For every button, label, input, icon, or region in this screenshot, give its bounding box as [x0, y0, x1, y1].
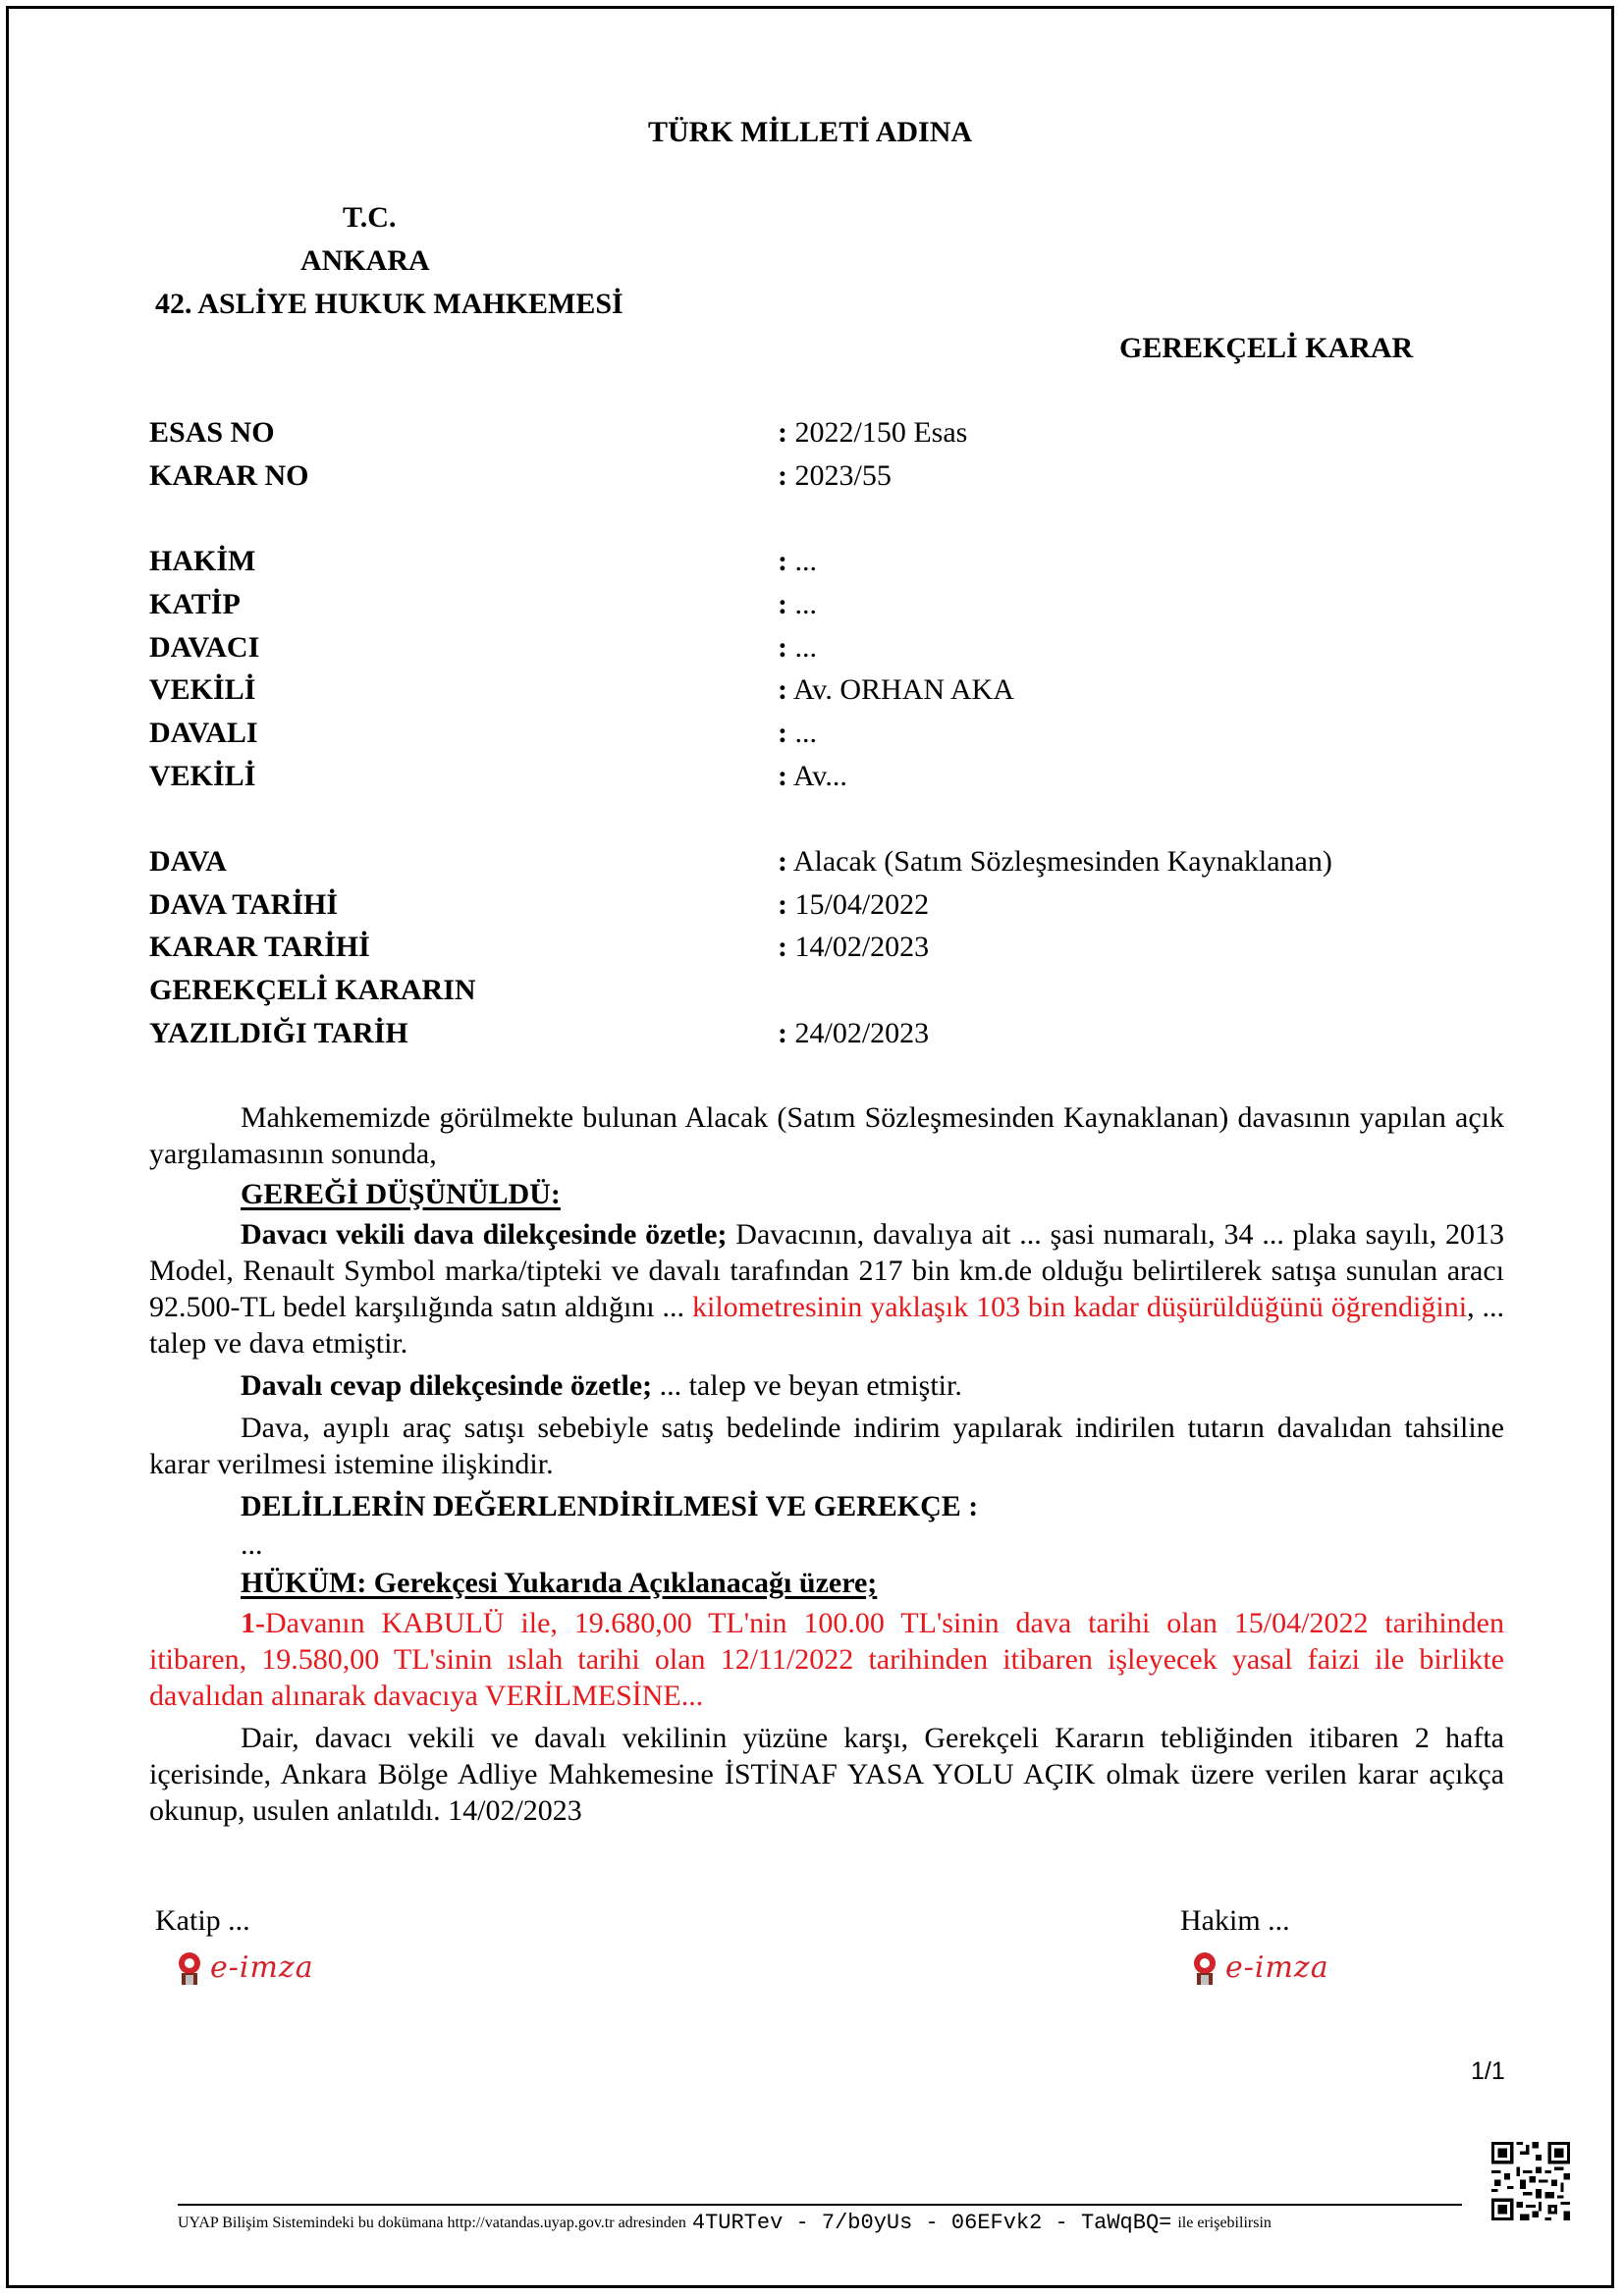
- judge-eimza: [1188, 1948, 1329, 1987]
- field-label-hakim: HAKİM: [149, 545, 256, 577]
- subject-paragraph: Dava, ayıplı araç satışı sebebiyle satış bedelinde indirim yapılarak indirilen tutarın davalıdan tahsiline karar verilmesi istemine ilişkindir.: [149, 1412, 1504, 1480]
- field-label-vekili-2: VEKİLİ: [149, 760, 256, 792]
- heading-hukum: HÜKÜM: Gerekçesi Yukarıda Açıklanacağı üzere;: [241, 1567, 878, 1599]
- claim-paragraph: Davacı vekili dava dilekçesinde özetle; Davacının, davalıya ait ... şasi numaralı, 34 ... plaka sayılı, 2013 Model, Renault Symbol marka/tipteki ve davalı tarafından 217 bin km.de olduğu belirtilerek satışa sunulan aracı 92.500-TL bedel karşılığında satın aldığını ... kilometresinin yaklaşık 103 bin kadar düşürüldüğünü öğrendiğini, ... talep ve dava etmiştir.: [149, 1218, 1504, 1360]
- field-value-vekili-1: : Av. ORHAN AKA: [778, 673, 1014, 706]
- claim-highlight: kilometresinin yaklaşık 103 bin kadar düşürüldüğünü öğrendiğini: [691, 1291, 1468, 1323]
- field-label-karar-tarihi: KARAR TARİHİ: [149, 931, 370, 963]
- qr-code-icon[interactable]: [1491, 2142, 1570, 2220]
- verification-code[interactable]: 4TURTev - 7/b0yUs - 06EFvk2 - TaWqBQ=: [691, 2211, 1172, 2235]
- field-value-hakim: : ...: [778, 545, 817, 577]
- footer-divider: [178, 2204, 1462, 2206]
- heading-deliller: DELİLLERİN DEĞERLENDİRİLMESİ VE GEREKÇE :: [241, 1490, 979, 1522]
- document-title: TÜRK MİLLETİ ADINA: [648, 116, 973, 148]
- eimza-seal-icon: [173, 1948, 206, 1987]
- field-label-dava-tarihi: DAVA TARİHİ: [149, 888, 339, 921]
- field-label-esas-no: ESAS NO: [149, 416, 275, 449]
- field-value-dava-tarihi: : 15/04/2022: [778, 888, 930, 921]
- evidence-ellipsis: ...: [241, 1528, 263, 1561]
- eimza-seal-icon: [1188, 1948, 1221, 1987]
- field-value-dava: : Alacak (Satım Sözleşmesinden Kaynaklanan): [778, 845, 1332, 878]
- tc-label: T.C.: [343, 201, 397, 234]
- field-label-dava: DAVA: [149, 845, 227, 878]
- document-type: GEREKÇELİ KARAR: [1119, 332, 1414, 364]
- field-label-davali: DAVALI: [149, 717, 258, 749]
- judge-signature-label: Hakim ...: [1180, 1904, 1290, 1937]
- footer-prefix: UYAP Bilişim Sistemindeki bu dokümana http://vatandas.uyap.gov.tr adresinden: [178, 2214, 686, 2231]
- city-label: ANKARA: [300, 244, 430, 277]
- decision-body: [149, 1099, 1504, 1829]
- field-label-katip: KATİP: [149, 588, 241, 620]
- field-value-davali: : ...: [778, 717, 817, 749]
- field-value-katip: : ...: [778, 588, 817, 620]
- eimza-text: e-imza: [210, 1949, 314, 1985]
- field-label-vekili-1: VEKİLİ: [149, 673, 256, 706]
- heading-geregi-dusunuldu: GEREĞİ DÜŞÜNÜLDÜ:: [241, 1178, 561, 1210]
- field-value-yazildigi-tarih: : 24/02/2023: [778, 1017, 930, 1049]
- closing-paragraph: Dair, davacı vekili ve davalı vekilinin yüzüne karşı, Gerekçeli Kararın tebliğinden itibaren 2 hafta içerisinde, Ankara Bölge Adliye Mahkemesine İSTİNAF YASA YOLU AÇIK olmak üzere verilen karar açıkça okunup, usulen anlatıldı. 14/02/2023: [149, 1722, 1504, 1827]
- footer-suffix: ile erişebilirsin: [1177, 2214, 1272, 2231]
- field-value-karar-no: : 2023/55: [778, 459, 892, 492]
- field-label-davaci: DAVACI: [149, 631, 260, 664]
- field-value-esas-no: : 2022/150 Esas: [778, 416, 968, 449]
- intro-paragraph: Mahkememizde görülmekte bulunan Alacak (Satım Sözleşmesinden Kaynaklanan) davasının yapılan açık yargılamasının sonunda,: [149, 1101, 1504, 1170]
- field-label-yazildigi-tarih: YAZILDIĞI TARİH: [149, 1017, 408, 1049]
- field-label-gerekceli-kararin: GEREKÇELİ KARARIN: [149, 974, 476, 1006]
- page-number: 1/1: [1471, 2057, 1505, 2085]
- verdict-paragraph: 1-Davanın KABULÜ ile, 19.680,00 TL'nin 100.00 TL'sinin dava tarihi olan 15/04/2022 tarihinden itibaren, 19.580,00 TL'sinin ıslah tarihi olan 12/11/2022 tarihinden itibaren işleyecek yasal faizi ile birlikte davalıdan alınarak davacıya VERİLMESİNE...: [149, 1607, 1504, 1712]
- field-label-karar-no: KARAR NO: [149, 459, 309, 492]
- defense-paragraph: Davalı cevap dilekçesinde özetle; ... talep ve beyan etmiştir.: [241, 1369, 962, 1402]
- clerk-signature-label: Katip ...: [155, 1904, 250, 1937]
- court-name: 42. ASLİYE HUKUK MAHKEMESİ: [155, 288, 623, 320]
- field-value-davaci: : ...: [778, 631, 817, 664]
- clerk-eimza: [173, 1948, 314, 1987]
- eimza-text: e-imza: [1225, 1949, 1329, 1985]
- field-value-karar-tarihi: : 14/02/2023: [778, 931, 930, 963]
- footer-verification: [178, 2211, 1474, 2235]
- field-value-vekili-2: : Av...: [778, 760, 847, 792]
